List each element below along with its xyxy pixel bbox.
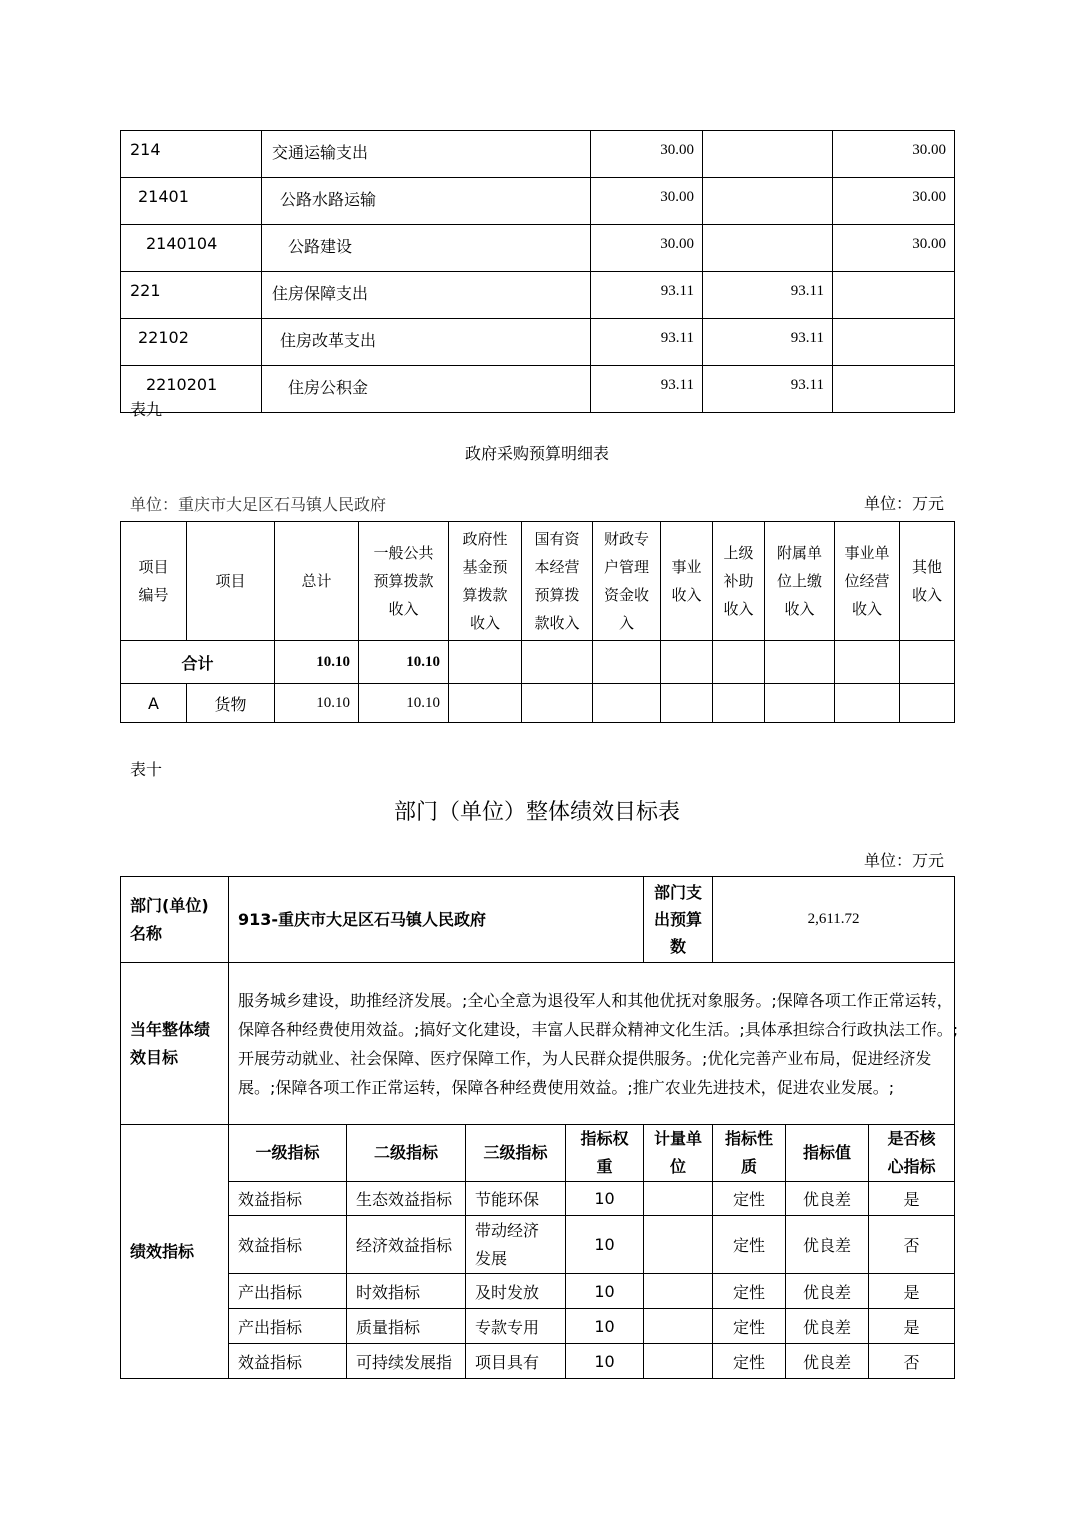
header-item: 项目 bbox=[187, 522, 275, 641]
row-total: 93.11 bbox=[591, 366, 703, 413]
header-total: 总计 bbox=[275, 522, 359, 641]
dept-name: 913-重庆市大足区石马镇人民政府 bbox=[229, 877, 644, 963]
header-level2: 二级指标 bbox=[347, 1125, 466, 1182]
row-level1: 产出指标 bbox=[229, 1309, 347, 1344]
budget-label: 部门支 出预算 数 bbox=[644, 877, 713, 963]
table9-label: 表九 bbox=[130, 400, 163, 419]
table-row bbox=[121, 1309, 955, 1344]
row-weight: 10 bbox=[566, 1344, 644, 1379]
header-core: 是否核 心指标 bbox=[869, 1125, 955, 1182]
row-value: 优良差 bbox=[786, 1344, 869, 1379]
header-level3: 三级指标 bbox=[466, 1125, 566, 1182]
row-code: 2210201 bbox=[121, 366, 262, 413]
table-row bbox=[121, 1182, 955, 1216]
row-unit bbox=[644, 1344, 713, 1379]
perf-label: 绩效指标 bbox=[121, 1125, 229, 1379]
row-level2: 时效指标 bbox=[347, 1274, 466, 1309]
row-name: 交通运输支出 bbox=[262, 131, 591, 178]
row-name: 住房改革支出 bbox=[262, 319, 591, 366]
row-total: 93.11 bbox=[591, 319, 703, 366]
row-project bbox=[833, 366, 955, 413]
row-value: 优良差 bbox=[786, 1216, 869, 1274]
row-level1: 效益指标 bbox=[229, 1182, 347, 1216]
row-level2: 生态效益指标 bbox=[347, 1182, 466, 1216]
row-code: 21401 bbox=[121, 178, 262, 225]
row-unit bbox=[644, 1309, 713, 1344]
row-unit bbox=[644, 1182, 713, 1216]
row-weight: 10 bbox=[566, 1182, 644, 1216]
table-row bbox=[121, 178, 955, 225]
row-level3: 专款专用 bbox=[466, 1309, 566, 1344]
row-level1: 效益指标 bbox=[229, 1216, 347, 1274]
header-value: 指标值 bbox=[786, 1125, 869, 1182]
row-level3: 节能环保 bbox=[466, 1182, 566, 1216]
perf-header-row bbox=[121, 1125, 955, 1182]
row-basic bbox=[703, 225, 833, 272]
header-unit: 计量单 位 bbox=[644, 1125, 713, 1182]
row-basic: 93.11 bbox=[703, 319, 833, 366]
table-row bbox=[121, 1216, 955, 1274]
row-weight: 10 bbox=[566, 1216, 644, 1274]
row-project: 30.00 bbox=[833, 131, 955, 178]
table-row bbox=[121, 225, 955, 272]
budget-value: 2,611.72 bbox=[713, 877, 955, 963]
goal-row bbox=[121, 963, 955, 1125]
row-basic: 93.11 bbox=[703, 366, 833, 413]
goal-label: 当年整体绩 效目标 bbox=[121, 963, 229, 1125]
row-value: 优良差 bbox=[786, 1182, 869, 1216]
goal-text: 服务城乡建设，助推经济发展。;全心全意为退役军人和其他优抚对象服务。;保障各项工作正常运转， 保障各种经费使用效益。;搞好文化建设，丰富人民群众精神文化生活。;具体承担综合行政执法工作。; 开展劳动就业、社会保障、医疗保障工作，为人民群众提供服务。;优化完善产业布局，促进经济发 展。;保障各项工作正常运转，保障各种经费使用效益。;推广农业先进技术，促进农业发展。; bbox=[229, 963, 955, 1125]
row-core: 是 bbox=[869, 1182, 955, 1216]
table10-title: 部门（单位）整体绩效目标表 bbox=[393, 800, 680, 825]
row-name: 住房公积金 bbox=[262, 366, 591, 413]
header-code: 项目 编号 bbox=[121, 522, 187, 641]
row-project bbox=[833, 272, 955, 319]
header-superior: 上级 补助 收入 bbox=[713, 522, 765, 641]
total-row bbox=[121, 641, 955, 684]
row-core: 是 bbox=[869, 1274, 955, 1309]
row-weight: 10 bbox=[566, 1274, 644, 1309]
row-nature: 定性 bbox=[713, 1344, 786, 1379]
row-unit bbox=[644, 1274, 713, 1309]
header-state-capital: 国有资 本经营 预算拨 款收入 bbox=[522, 522, 593, 641]
expenditure-table bbox=[120, 130, 955, 413]
row-nature: 定性 bbox=[713, 1182, 786, 1216]
procurement-table bbox=[120, 521, 955, 723]
row-basic bbox=[703, 131, 833, 178]
row-nature: 定性 bbox=[713, 1274, 786, 1309]
row-name: 公路水路运输 bbox=[262, 178, 591, 225]
header-gov-fund: 政府性 基金预 算拨款 收入 bbox=[449, 522, 522, 641]
row-unit bbox=[644, 1216, 713, 1274]
row-code: 221 bbox=[121, 272, 262, 319]
total-general: 10.10 bbox=[359, 641, 449, 684]
row-level1: 产出指标 bbox=[229, 1274, 347, 1309]
row-level2: 经济效益指标 bbox=[347, 1216, 466, 1274]
row-level3: 及时发放 bbox=[466, 1274, 566, 1309]
header-other: 其他 收入 bbox=[900, 522, 955, 641]
row-basic bbox=[703, 178, 833, 225]
row-nature: 定性 bbox=[713, 1309, 786, 1344]
row-code: 2140104 bbox=[121, 225, 262, 272]
table9-unit-right: 单位：万元 bbox=[863, 494, 944, 513]
row-value: 优良差 bbox=[786, 1274, 869, 1309]
row-core: 是 bbox=[869, 1309, 955, 1344]
total-label: 合计 bbox=[121, 641, 275, 684]
total-total: 10.10 bbox=[275, 641, 359, 684]
row-project: 30.00 bbox=[833, 178, 955, 225]
row-level2: 质量指标 bbox=[347, 1309, 466, 1344]
table-row bbox=[121, 684, 955, 723]
row-value: 优良差 bbox=[786, 1309, 869, 1344]
row-project: 30.00 bbox=[833, 225, 955, 272]
row-code: 214 bbox=[121, 131, 262, 178]
header-general: 一般公共 预算拨款 收入 bbox=[359, 522, 449, 641]
row-total: 93.11 bbox=[591, 272, 703, 319]
table9-unit-left: 单位：重庆市大足区石马镇人民政府 bbox=[130, 497, 387, 514]
header-special: 财政专 户管理 资金收 入 bbox=[593, 522, 661, 641]
row-weight: 10 bbox=[566, 1309, 644, 1344]
row-core: 否 bbox=[869, 1216, 955, 1274]
header-affiliated: 附属单 位上缴 收入 bbox=[765, 522, 835, 641]
row-general: 10.10 bbox=[359, 684, 449, 723]
row-name: 住房保障支出 bbox=[262, 272, 591, 319]
header-nature: 指标性 质 bbox=[713, 1125, 786, 1182]
row-project bbox=[833, 319, 955, 366]
table-row bbox=[121, 1344, 955, 1379]
row-core: 否 bbox=[869, 1344, 955, 1379]
header-business: 事业 收入 bbox=[661, 522, 713, 641]
row-total: 30.00 bbox=[591, 225, 703, 272]
row-total: 30.00 bbox=[591, 178, 703, 225]
table10-unit-right: 单位：万元 bbox=[863, 851, 944, 870]
row-code: 22102 bbox=[121, 319, 262, 366]
row-name: 公路建设 bbox=[262, 225, 591, 272]
table-row bbox=[121, 272, 955, 319]
table10-label: 表十 bbox=[130, 760, 163, 779]
table-row bbox=[121, 319, 955, 366]
performance-table bbox=[120, 876, 959, 1379]
row-nature: 定性 bbox=[713, 1216, 786, 1274]
header-weight: 指标权 重 bbox=[566, 1125, 644, 1182]
row-item: 货物 bbox=[187, 684, 275, 723]
table-row bbox=[121, 1274, 955, 1309]
table9-title: 政府采购预算明细表 bbox=[464, 444, 609, 463]
row-code: A bbox=[121, 684, 187, 723]
row-total: 10.10 bbox=[275, 684, 359, 723]
row-level3: 项目具有 bbox=[466, 1344, 566, 1379]
dept-label: 部门(单位) 名称 bbox=[121, 877, 229, 963]
table-header-row bbox=[121, 522, 955, 641]
table-row bbox=[121, 366, 955, 413]
header-level1: 一级指标 bbox=[229, 1125, 347, 1182]
row-total: 30.00 bbox=[591, 131, 703, 178]
table-row bbox=[121, 131, 955, 178]
dept-row bbox=[121, 877, 955, 963]
row-level2: 可持续发展指 bbox=[347, 1344, 466, 1379]
row-level3: 带动经济 发展 bbox=[466, 1216, 566, 1274]
row-level1: 效益指标 bbox=[229, 1344, 347, 1379]
row-basic: 93.11 bbox=[703, 272, 833, 319]
header-operating: 事业单 位经营 收入 bbox=[835, 522, 900, 641]
